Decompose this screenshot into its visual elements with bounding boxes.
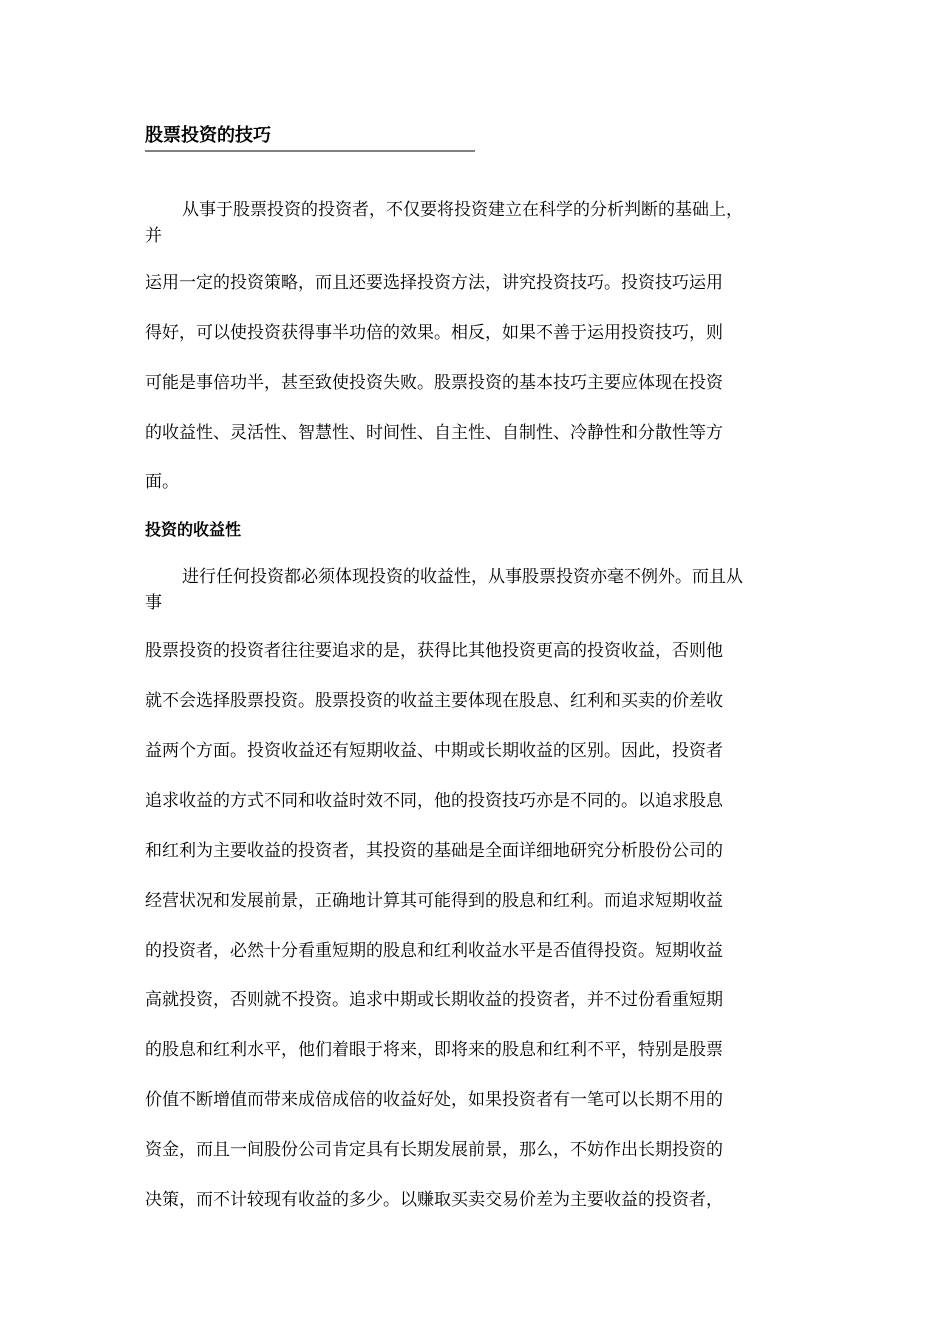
paragraph-line: 股票投资的投资者往往要追求的是，获得比其他投资更高的投资收益，否则他: [145, 641, 723, 661]
paragraph-line: 和红利为主要收益的投资者，其投资的基础是全面详细地研究分析股份公司的: [145, 841, 723, 861]
paragraph-line: 进行任何投资都必须体现投资的收益性，从事股票投资亦毫不例外。而且从: [182, 567, 743, 587]
paragraph-line: 并: [145, 226, 162, 246]
paragraph-line: 经营状况和发展前景，正确地计算其可能得到的股息和红利。而追求短期收益: [145, 891, 723, 911]
paragraph-line: 的股息和红利水平，他们着眼于将来，即将来的股息和红利不平，特别是股票: [145, 1040, 723, 1060]
paragraph-line: 益两个方面。投资收益还有短期收益、中期或长期收益的区别。因此，投资者: [145, 741, 723, 761]
paragraph-line: 的投资者，必然十分看重短期的股息和红利收益水平是否值得投资。短期收益: [145, 941, 723, 961]
paragraph-line: 可能是事倍功半，甚至致使投资失败。股票投资的基本技巧主要应体现在投资: [145, 373, 723, 393]
paragraph-line: 高就投资，否则就不投资。追求中期或长期收益的投资者，并不过份看重短期: [145, 990, 723, 1010]
paragraph-line: 从事于股票投资的投资者，不仅要将投资建立在科学的分析判断的基础上，: [182, 200, 743, 220]
paragraph-line: 决策，而不计较现有收益的多少。以赚取买卖交易价差为主要收益的投资者，: [145, 1190, 723, 1210]
section-heading: 投资的收益性: [145, 520, 242, 539]
paragraph-line: 得好，可以使投资获得事半功倍的效果。相反，如果不善于运用投资技巧，则: [145, 323, 723, 343]
title-underline: [145, 150, 475, 152]
document-title: 股票投资的技巧: [145, 125, 271, 146]
paragraph-line: 就不会选择股票投资。股票投资的收益主要体现在股息、红利和买卖的价差收: [145, 691, 723, 711]
paragraph-line: 价值不断增值而带来成倍成倍的收益好处，如果投资者有一笔可以长期不用的: [145, 1090, 723, 1110]
paragraph-line: 面。: [145, 472, 179, 492]
paragraph-line: 追求收益的方式不同和收益时效不同，他的投资技巧亦是不同的。以追求股息: [145, 791, 723, 811]
paragraph-line: 的收益性、灵活性、智慧性、时间性、自主性、自制性、冷静性和分散性等方: [145, 423, 723, 443]
paragraph-line: 资金，而且一间股份公司肯定具有长期发展前景，那么，不妨作出长期投资的: [145, 1140, 723, 1160]
paragraph-line: 运用一定的投资策略，而且还要选择投资方法，讲究投资技巧。投资技巧运用: [145, 273, 723, 293]
paragraph-line: 事: [145, 593, 162, 613]
